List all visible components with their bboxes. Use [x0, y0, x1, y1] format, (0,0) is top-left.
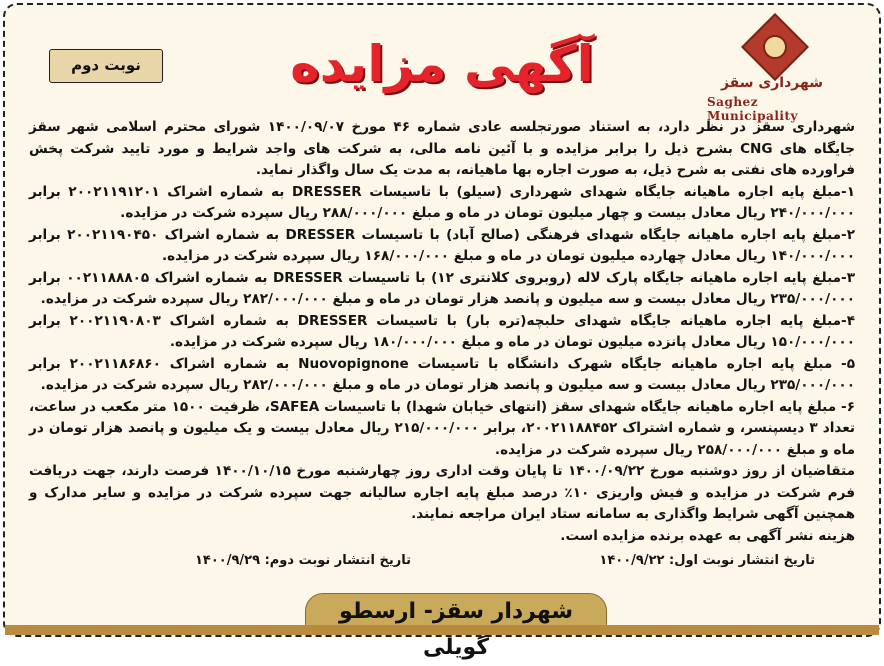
auction-notice: [3, 3, 881, 660]
mayor-signature-banner: شهردار سقز- ارسطو گویلی: [305, 593, 607, 631]
notice-title: آگهی مزایده: [290, 35, 594, 93]
auction-item-1: ۱-مبلغ پایه اجاره ماهیانه جایگاه شهدای شهرداری (سیلو) با تاسیسات DRESSER به شماره اشراک ۲۰۰۲۱۱۹۱۲۰۱ برابر ۲۴۰/۰۰۰/۰۰۰ ریال معادل بیست و چهار میلیون تومان در ماه و مبلغ ۲۸۸/۰۰۰/۰۰۰ ریال سپرده شرکت در مزایده.: [29, 183, 856, 221]
round-badge: نوبت دوم: [49, 49, 163, 83]
auction-item-2: ۲-مبلغ پایه اجاره ماهیانه جایگاه شهدای فرهنگی (صالح آباد) با تاسیسات DRESSER به شماره اشراک ۲۰۰۲۱۱۹۰۴۵۰ برابر ۱۴۰/۰۰۰/۰۰۰ ریال معادل چهارده میلیون تومان در ماه و مبلغ ۱۶۸/۰۰۰/۰۰۰ ریال سپرده شرکت در مزایده.: [29, 226, 855, 264]
intro-paragraph: شهرداری سقز در نظر دارد، به استناد صورتجلسه عادی شماره ۴۶ مورخ ۱۴۰۰/۰۹/۰۷ شورای محترم اسلامی شهر سقز جایگاه های CNG بشرح ذیل را برابر مزایده و با آئین نامه مالی، به شرکت های واجد شرایط و مورد تایید شرکت پخش فراورده های نفتی به شرح ذیل، به صورت اجاره بها ماهیانه، به مدت یک سال واگذار نماید.: [29, 119, 856, 178]
auction-item-3: ۳-مبلغ پایه اجاره ماهیانه جایگاه پارک لاله (روبروی کلانتری ۱۲) با تاسیسات DRESSER به شماره اشراک ۰۰۲۱۱۸۸۸۰۵ برابر ۲۳۵/۰۰۰/۰۰۰ ریال معادل بیست و سه میلیون و پانصد هزار تومان در ماه و مبلغ ۲۸۲/۰۰۰/۰۰۰ ریال سپرده شرکت در مزایده.: [29, 269, 856, 307]
first-publication-date: تاریخ انتشار نوبت اول: ۱۴۰۰/۹/۲۲: [599, 553, 815, 568]
notice-body: [29, 117, 855, 547]
auction-item-5: ۵- مبلغ پایه اجاره ماهیانه جایگاه شهرک دانشگاه با تاسیسات Nuovopignone به شماره اشراک ۲۰۰۲۱۱۸۶۸۶۰ برابر ۲۳۵/۰۰۰/۰۰۰ ریال معادل بیست و سه میلیون و پانصد هزار تومان در ماه و مبلغ ۲۸۲/۰۰۰/۰۰۰ ریال سپرده شرکت در مزایده.: [29, 355, 856, 393]
logo-text-en: Saghez Municipality: [707, 95, 798, 123]
cost-note: هزینه نشر آگهی به عهده برنده مزایده است.: [560, 527, 855, 544]
publication-dates: [45, 553, 839, 575]
closing-paragraph: متقاضیان از روز دوشنبه مورخ ۱۴۰۰/۰۹/۲۲ تا پایان وقت اداری روز چهارشنبه مورخ ۱۴۰۰/۱۰/۱۵ فرصت دارند، جهت دریافت فرم شرکت در مزایده و فیش واریزی ۱۰٪ درصد مبلغ پایه اجاره سالیانه جهت سپرده شرکت در مزایده و سایر مدارک و همچنین آگهی شرایط واگذاری به سامانه ستاد ایران مراجعه نمایند.: [29, 463, 856, 522]
auction-item-4: ۴-مبلغ پایه اجاره ماهیانه جایگاه شهدای حلبچه(تره بار) با تاسیسات DRESSER به شماره اشراک ۲۰۰۲۱۱۹۰۸۰۳ برابر ۱۵۰/۰۰۰/۰۰۰ ریال معادل پانزده میلیون تومان در ماه و مبلغ ۱۸۰/۰۰۰/۰۰۰ ریال سپرده شرکت در مزایده.: [29, 312, 856, 350]
emblem-center-icon: [763, 35, 787, 59]
footer-stripe: [5, 625, 879, 635]
auction-item-6: ۶- مبلغ پایه اجاره ماهیانه جایگاه شهدای سقز (انتهای خیابان شهدا) با تاسیسات SAFEA، ظرفیت ۱۵۰۰ متر مکعب در ساعت، تعداد ۳ دیسپنسر، و شماره اشتراک ۲۰۰۲۱۱۸۸۴۵۲، برابر ۲۱۵/۰۰۰/۰۰۰ ریال معادل بیست و یک میلیون و پانصد هزار تومان در ماه و مبلغ ۲۵۸/۰۰۰/۰۰۰ ریال سپرده شرکت در مزایده.: [29, 398, 856, 458]
logo-text-fa: شهرداری سقز: [720, 75, 823, 91]
second-publication-date: تاریخ انتشار نوبت دوم: ۱۴۰۰/۹/۲۹: [195, 553, 412, 568]
